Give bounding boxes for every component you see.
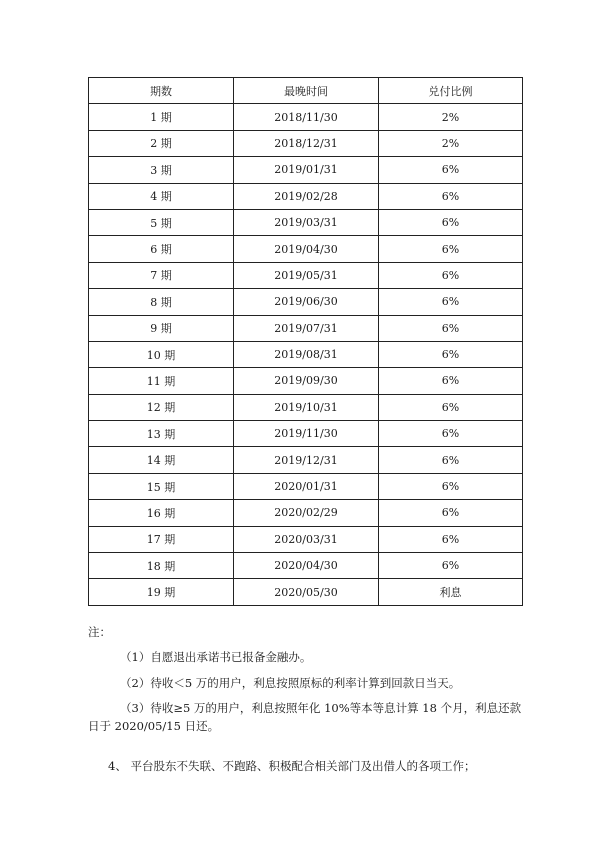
period-cell: 15 期 — [89, 473, 234, 499]
table-row — [89, 447, 523, 473]
date-cell: 2019/01/31 — [234, 157, 379, 183]
ratio-cell: 6% — [379, 553, 523, 579]
header-period: 期数 — [89, 78, 234, 104]
table-row — [89, 315, 523, 341]
ratio-cell: 6% — [379, 315, 523, 341]
date-cell: 2020/02/29 — [234, 500, 379, 526]
table-row — [89, 368, 523, 394]
period-cell: 19 期 — [89, 579, 234, 605]
period-cell: 1 期 — [89, 104, 234, 130]
date-cell: 2020/01/31 — [234, 473, 379, 499]
period-cell: 17 期 — [89, 526, 234, 552]
table-row — [89, 341, 523, 367]
date-cell: 2019/10/31 — [234, 394, 379, 420]
repayment-schedule-table — [88, 77, 523, 606]
table-row — [89, 500, 523, 526]
period-cell: 11 期 — [89, 368, 234, 394]
ratio-cell: 6% — [379, 236, 523, 262]
table-body — [89, 104, 523, 605]
ratio-cell: 6% — [379, 421, 523, 447]
date-cell: 2019/02/28 — [234, 183, 379, 209]
date-cell: 2018/12/31 — [234, 130, 379, 156]
table-row — [89, 526, 523, 552]
notes-section — [88, 624, 528, 743]
ratio-cell: 6% — [379, 526, 523, 552]
date-cell: 2020/04/30 — [234, 553, 379, 579]
period-cell: 16 期 — [89, 500, 234, 526]
ratio-cell: 6% — [379, 394, 523, 420]
period-cell: 9 期 — [89, 315, 234, 341]
ratio-cell: 6% — [379, 209, 523, 235]
table-row — [89, 579, 523, 605]
date-cell: 2019/07/31 — [234, 315, 379, 341]
note-item-3: （3）待收≥5 万的用户，利息按照年化 10%等本等息计算 18 个月，利息还款日于 2020/05/15 日还。 — [88, 700, 522, 733]
table-row — [89, 157, 523, 183]
date-cell: 2019/05/31 — [234, 262, 379, 288]
ratio-cell: 6% — [379, 500, 523, 526]
table-row — [89, 289, 523, 315]
period-cell: 14 期 — [89, 447, 234, 473]
period-cell: 10 期 — [89, 341, 234, 367]
section-4-text: 4、 平台股东不失联、不跑路、积极配合相关部门及出借人的各项工作； — [108, 758, 476, 773]
table-header-row — [89, 78, 523, 104]
date-cell: 2019/06/30 — [234, 289, 379, 315]
table-row — [89, 421, 523, 447]
ratio-cell: 6% — [379, 262, 523, 288]
table-row — [89, 236, 523, 262]
date-cell: 2019/12/31 — [234, 447, 379, 473]
table-row — [89, 130, 523, 156]
date-cell: 2019/08/31 — [234, 341, 379, 367]
header-payout-ratio: 兑付比例 — [379, 78, 523, 104]
note-item-1: （1）自愿退出承诺书已报备金融办。 — [120, 650, 312, 665]
notes-heading: 注： — [88, 625, 111, 639]
period-cell: 18 期 — [89, 553, 234, 579]
ratio-cell: 2% — [379, 104, 523, 130]
ratio-cell: 6% — [379, 473, 523, 499]
period-cell: 4 期 — [89, 183, 234, 209]
period-cell: 12 期 — [89, 394, 234, 420]
ratio-cell: 利息 — [379, 579, 523, 605]
date-cell: 2020/03/31 — [234, 526, 379, 552]
table-row — [89, 394, 523, 420]
ratio-cell: 6% — [379, 157, 523, 183]
table-row — [89, 553, 523, 579]
ratio-cell: 2% — [379, 130, 523, 156]
date-cell: 2019/03/31 — [234, 209, 379, 235]
period-cell: 6 期 — [89, 236, 234, 262]
ratio-cell: 6% — [379, 289, 523, 315]
table-row — [89, 262, 523, 288]
date-cell: 2019/11/30 — [234, 421, 379, 447]
note-item-2: （2）待收＜5 万的用户，利息按照原标的利率计算到回款日当天。 — [120, 675, 461, 690]
table-row — [89, 183, 523, 209]
period-cell: 13 期 — [89, 421, 234, 447]
ratio-cell: 6% — [379, 341, 523, 367]
date-cell: 2019/09/30 — [234, 368, 379, 394]
period-cell: 8 期 — [89, 289, 234, 315]
ratio-cell: 6% — [379, 368, 523, 394]
table-row — [89, 104, 523, 130]
period-cell: 7 期 — [89, 262, 234, 288]
date-cell: 2019/04/30 — [234, 236, 379, 262]
ratio-cell: 6% — [379, 183, 523, 209]
period-cell: 2 期 — [89, 130, 234, 156]
ratio-cell: 6% — [379, 447, 523, 473]
period-cell: 3 期 — [89, 157, 234, 183]
period-cell: 5 期 — [89, 209, 234, 235]
header-latest-date: 最晚时间 — [234, 78, 379, 104]
date-cell: 2020/05/30 — [234, 579, 379, 605]
table-row — [89, 473, 523, 499]
date-cell: 2018/11/30 — [234, 104, 379, 130]
table-row — [89, 209, 523, 235]
